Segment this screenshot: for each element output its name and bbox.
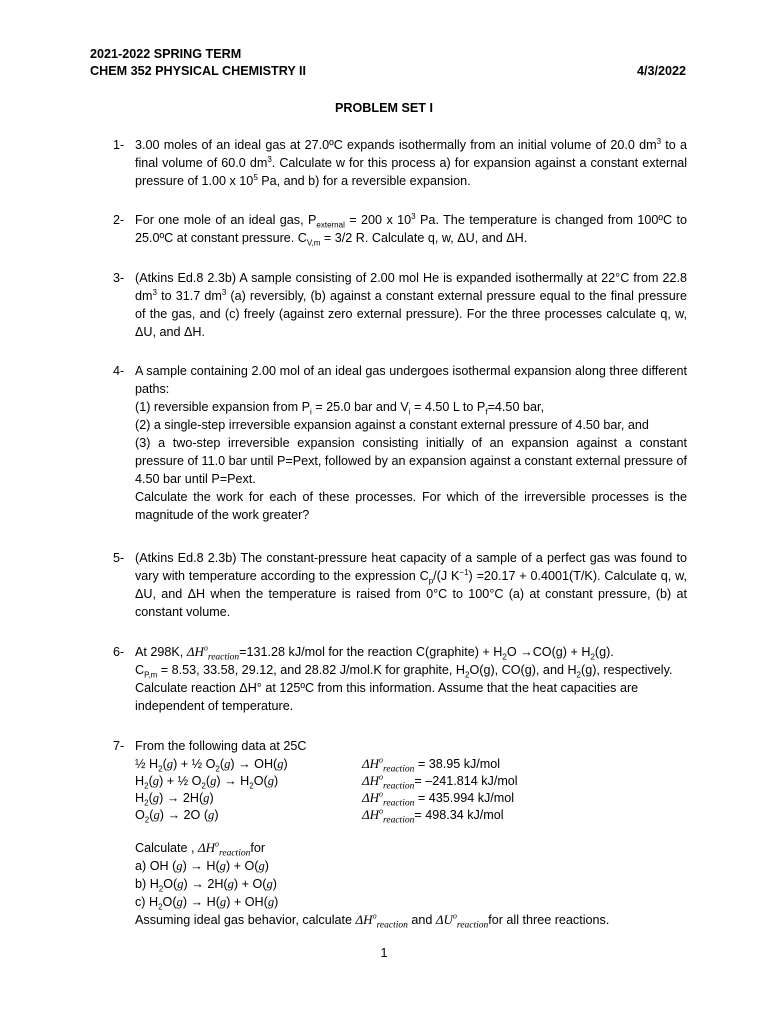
sub-question-a: a) OH (g) → H(g) + O(g) <box>135 859 269 873</box>
sub-question-c: c) $H_2O(g) \to H(g) + OH(g)$ <box>135 895 279 912</box>
reaction-row: $O_2(g) \to 2O$ (g) $\Delta H^o_{reaction}= 498.34$ kJ/mol <box>135 806 504 826</box>
problem-text: For one mole of an ideal gas, $P_{external} = 200$ x $10^3$ Pa. The temperature is changed from 100ºC to 25.0ºC at constant pressure. $C_{V,m} = 3/2$ R. Calculate q, w, ΔU, and ΔH. <box>135 211 687 248</box>
problem-2 <box>113 211 687 247</box>
problem-1 <box>113 136 687 190</box>
problem-text: From the following data at 25C ½ $H_2(g)$ + ½ $O_2(g) \to OH(g)$ $\Delta H^o_{reaction} = 38.95$ kJ/mol $H_2(g)$ + ½ $O_2(g) \to H_2O(g)$ $\Delta H^o_{reaction}= -241.814$ kJ/mol $H_2(g) \to 2H(g)$ $\Delta H^o_{reaction} = 435.994$ kJ/mol $O_2(g) \to 2O$ (g) $\Delta H^o_{reaction}= 498.34$ kJ/mol Calculate , $\Delta H^o_{reaction}for$ a) OH (g) → H(g) + O(g) b) $H_2O(g) \to 2H(g) + O(g)$ c) $H_2O(g) \to H(g) + OH(g)$ Assuming ideal gas behavior, calculate $\Delta H^o_{reaction}$ and $\Delta U^o_{reaction}for$ all three reactions. <box>135 737 687 929</box>
sub-question-b: b) $H_2O(g) \to 2H(g) + O(g)$ <box>135 877 277 894</box>
problem-number: 5- <box>113 551 125 565</box>
reaction-row: ½ $H_2(g)$ + ½ $O_2(g) \to OH(g)$ $\Delta H^o_{reaction} = 38.95$ kJ/mol <box>135 755 501 775</box>
document-header <box>90 46 686 80</box>
reaction-row: $H_2(g)$ + ½ $O_2(g) \to H_2O(g)$ $\Delta H^o_{reaction}= -241.814$ kJ/mol <box>135 772 518 792</box>
problem-7 <box>113 737 687 929</box>
problem-text: At 298K, $\Delta H^o_{reaction}=131.28$ kJ/mol for the reaction C(graphite) + $H_2O \to CO(g) + H_2(g)$. $C_{P,m} = 8.53$, 33.58, 29.12, and 28.82 J/mol.K for graphite, $H_2O(g)$, CO(g), and $H_2(g)$, respectively. Calculate reaction ΔH° at 125ºC from this information. Assume that the heat capacities are independent of temperature. <box>135 643 673 713</box>
problem-set-title: PROBLEM SET I <box>335 101 433 115</box>
problem-text: A sample containing 2.00 mol of an ideal gas undergoes isothermal expansion along three different paths: (1) reversible expansion from $P_i = 25.0$ bar and $V_i = 4.50$ L to $P_f=4.50$ bar, (2) a single-step irreversible expansion against a constant external pressure of 4.50 bar, and (3) a two-step irreversible expansion consisting initially of an expansion against a constant pressure of 11.0 bar until P=Pext, followed by an expansion against a constant external pressure of 4.50 bar until P=Pext. Calculate the work for each of these processes. For which of the irreversible processes is the magnitude of the work greater? <box>135 364 687 522</box>
problem-3 <box>113 269 687 341</box>
problem-number: 6- <box>113 645 125 659</box>
term-label: 2021-2022 SPRING TERM <box>90 47 242 61</box>
problem-number: 1- <box>113 138 125 152</box>
problem-number: 7- <box>113 739 125 753</box>
problem-number: 3- <box>113 271 125 285</box>
date-label: 4/3/2022 <box>636 64 686 78</box>
delta-h-reaction: $\Delta H^o_{reaction}$ <box>186 643 240 663</box>
problem-text: 3.00 moles of an ideal gas at 27.0ºC expands isothermally from an initial volume of 20.0 $dm^3$ to a final volume of 60.0 $dm^3$. Calculate w for this process a) for expansion against a constant external pressure of 1.00 x $10^5$ Pa, and b) for a reversible expansion. <box>135 136 687 188</box>
problem-text: (Atkins Ed.8 2.3b) A sample consisting of 2.00 mol He is expanded isothermally at 22°C from 22.8 $dm^3$ to 31.7 $dm^3$ (a) reversibly, (b) against a constant external pressure equal to the final pressure of the gas, and (c) freely (against zero external pressure). For the three processes calculate q, w, ΔU, and ΔH. <box>135 271 687 339</box>
reaction-data-table <box>135 755 687 826</box>
problem-number: 4- <box>113 364 125 378</box>
reaction-row: $H_2(g) \to 2H(g)$ $\Delta H^o_{reaction} = 435.994$ kJ/mol <box>135 789 515 809</box>
course-label: CHEM 352 PHYSICAL CHEMISTRY II <box>90 64 307 78</box>
problem-4 <box>113 362 687 524</box>
problem-text: (Atkins Ed.8 2.3b) The constant-pressure heat capacity of a sample of a perfect gas was found to vary with temperature according to the expression $C_p/(J$ $K^{-1}) =20.17 + 0.4001(T/K)$. Calculate q, w, ΔU, and ΔH when the temperature is raised from 0°C to 100°C (a) at constant pressure, (b) at constant volume. <box>135 551 687 619</box>
problem-6 <box>113 643 687 715</box>
problem-5 <box>113 549 687 621</box>
page-number: 1 <box>380 946 388 960</box>
problem-number: 2- <box>113 213 125 227</box>
